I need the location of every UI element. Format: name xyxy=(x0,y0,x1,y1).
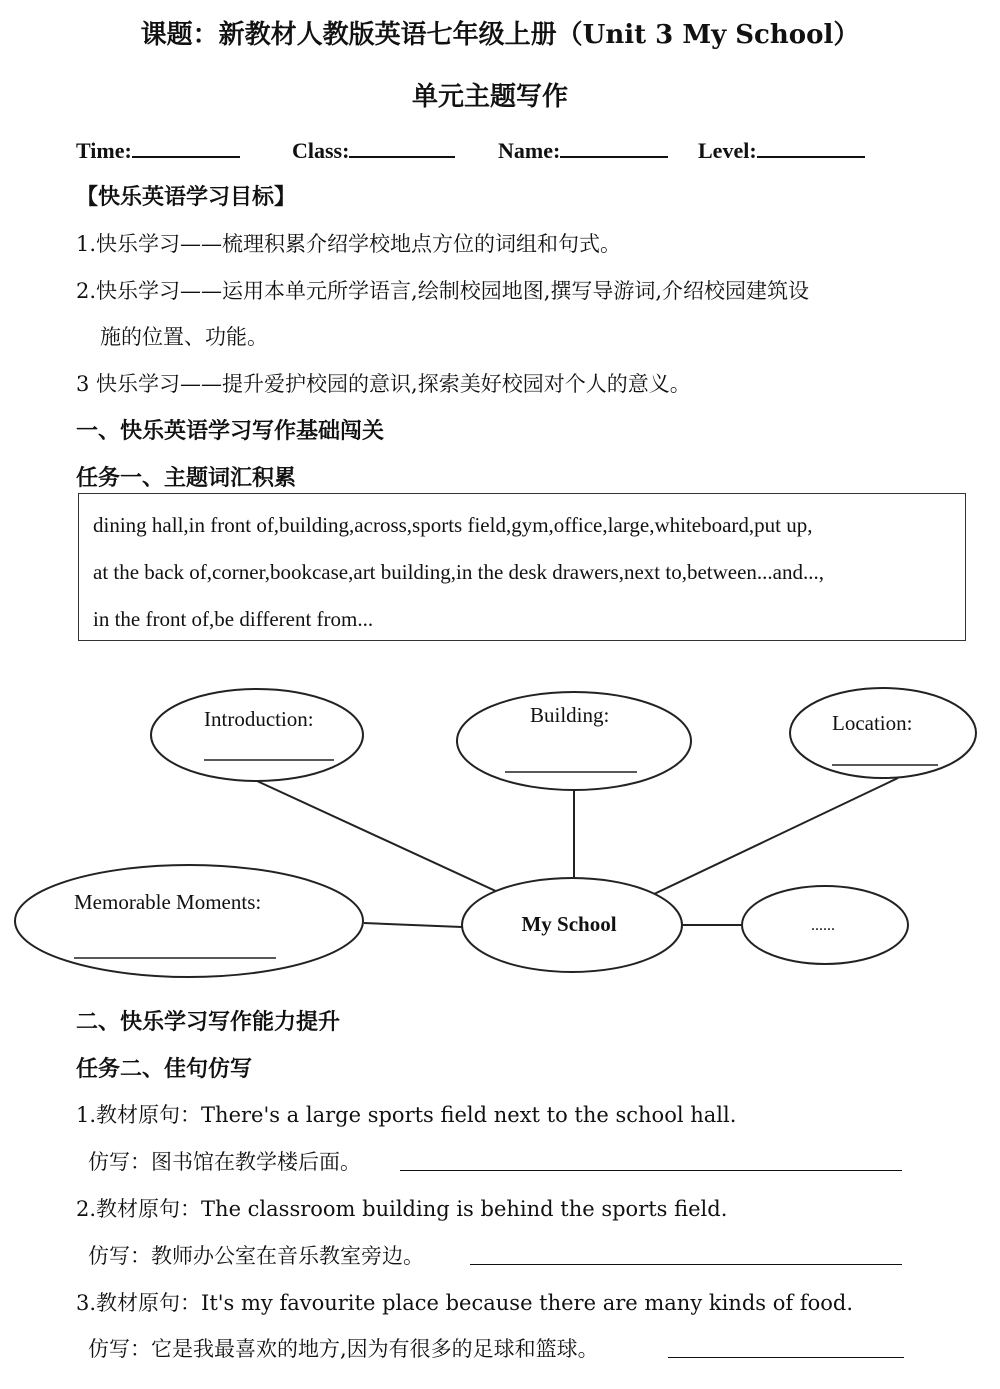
sentence-1-answer-blank[interactable] xyxy=(400,1170,902,1171)
task1-heading: 任务一、主题词汇积累 xyxy=(76,465,297,491)
sentence-3-imitation-prompt: 仿写：它是我最喜欢的地方,因为有很多的足球和篮球。 xyxy=(88,1337,599,1361)
objective-3: 3 快乐学习——提升爱护校园的意识,探索美好校园对个人的意义。 xyxy=(76,372,691,396)
sentence-2-original: 2.教材原句：The classroom building is behind the sports field. xyxy=(76,1197,728,1221)
memorable-bubble xyxy=(15,865,363,977)
objective-1: 1.快乐学习——梳理积累介绍学校地点方位的词组和句式。 xyxy=(76,232,622,256)
task2-heading: 任务二、佳句仿写 xyxy=(76,1056,253,1082)
connector-location xyxy=(652,778,898,895)
objective-2: 2.快乐学习——运用本单元所学语言,绘制校园地图,撰写导游词,介绍校园建筑设 xyxy=(76,279,810,303)
worksheet-title: 课题：新教材人教版英语七年级上册（Unit 3 My School） xyxy=(140,20,860,50)
more-label: ...... xyxy=(811,917,835,934)
sentence-2-imitation-prompt: 仿写：教师办公室在音乐教室旁边。 xyxy=(88,1244,424,1268)
worksheet-subtitle: 单元主题写作 xyxy=(411,82,568,112)
introduction-bubble xyxy=(151,689,363,781)
sentence-3-original: 3.教材原句：It's my favourite place because there are many kinds of food. xyxy=(76,1291,853,1315)
time-label: Time: xyxy=(76,138,132,163)
vocab-line-2: at the back of,corner,bookcase,art building,in the desk drawers,next to,between...and..., xyxy=(93,560,824,584)
class-label: Class: xyxy=(292,138,350,163)
name-label: Name: xyxy=(498,138,561,163)
vocab-line-1: dining hall,in front of,building,across,sports field,gym,office,large,whiteboard,put up, xyxy=(93,513,813,537)
center-label: My School xyxy=(521,912,617,936)
introduction-label: Introduction: xyxy=(204,707,314,731)
sentence-1-imitation-prompt: 仿写：图书馆在教学楼后面。 xyxy=(88,1150,361,1174)
sentence-1-original: 1.教材原句：There's a large sports field next to the school hall. xyxy=(76,1103,737,1127)
sentence-2-answer-blank[interactable] xyxy=(470,1264,902,1265)
sentence-3-answer-blank[interactable] xyxy=(668,1357,904,1358)
section1-heading: 一、快乐英语学习写作基础闯关 xyxy=(76,418,385,444)
level-label: Level: xyxy=(698,138,757,163)
objectives-heading: 【快乐英语学习目标】 xyxy=(76,184,297,210)
sentence-2-imitation-row xyxy=(88,1240,424,1270)
location-label: Location: xyxy=(832,711,913,735)
connector-memorable xyxy=(364,923,462,927)
building-label: Building: xyxy=(530,703,610,727)
vocab-line-3: in the front of,be different from... xyxy=(93,607,374,631)
sentence-3-imitation-row xyxy=(88,1333,599,1363)
section2-heading: 二、快乐学习写作能力提升 xyxy=(76,1009,341,1035)
objective-2-continued: 施的位置、功能。 xyxy=(100,325,268,349)
memorable-label: Memorable Moments: xyxy=(74,890,262,914)
sentence-1-imitation-row xyxy=(88,1146,361,1176)
